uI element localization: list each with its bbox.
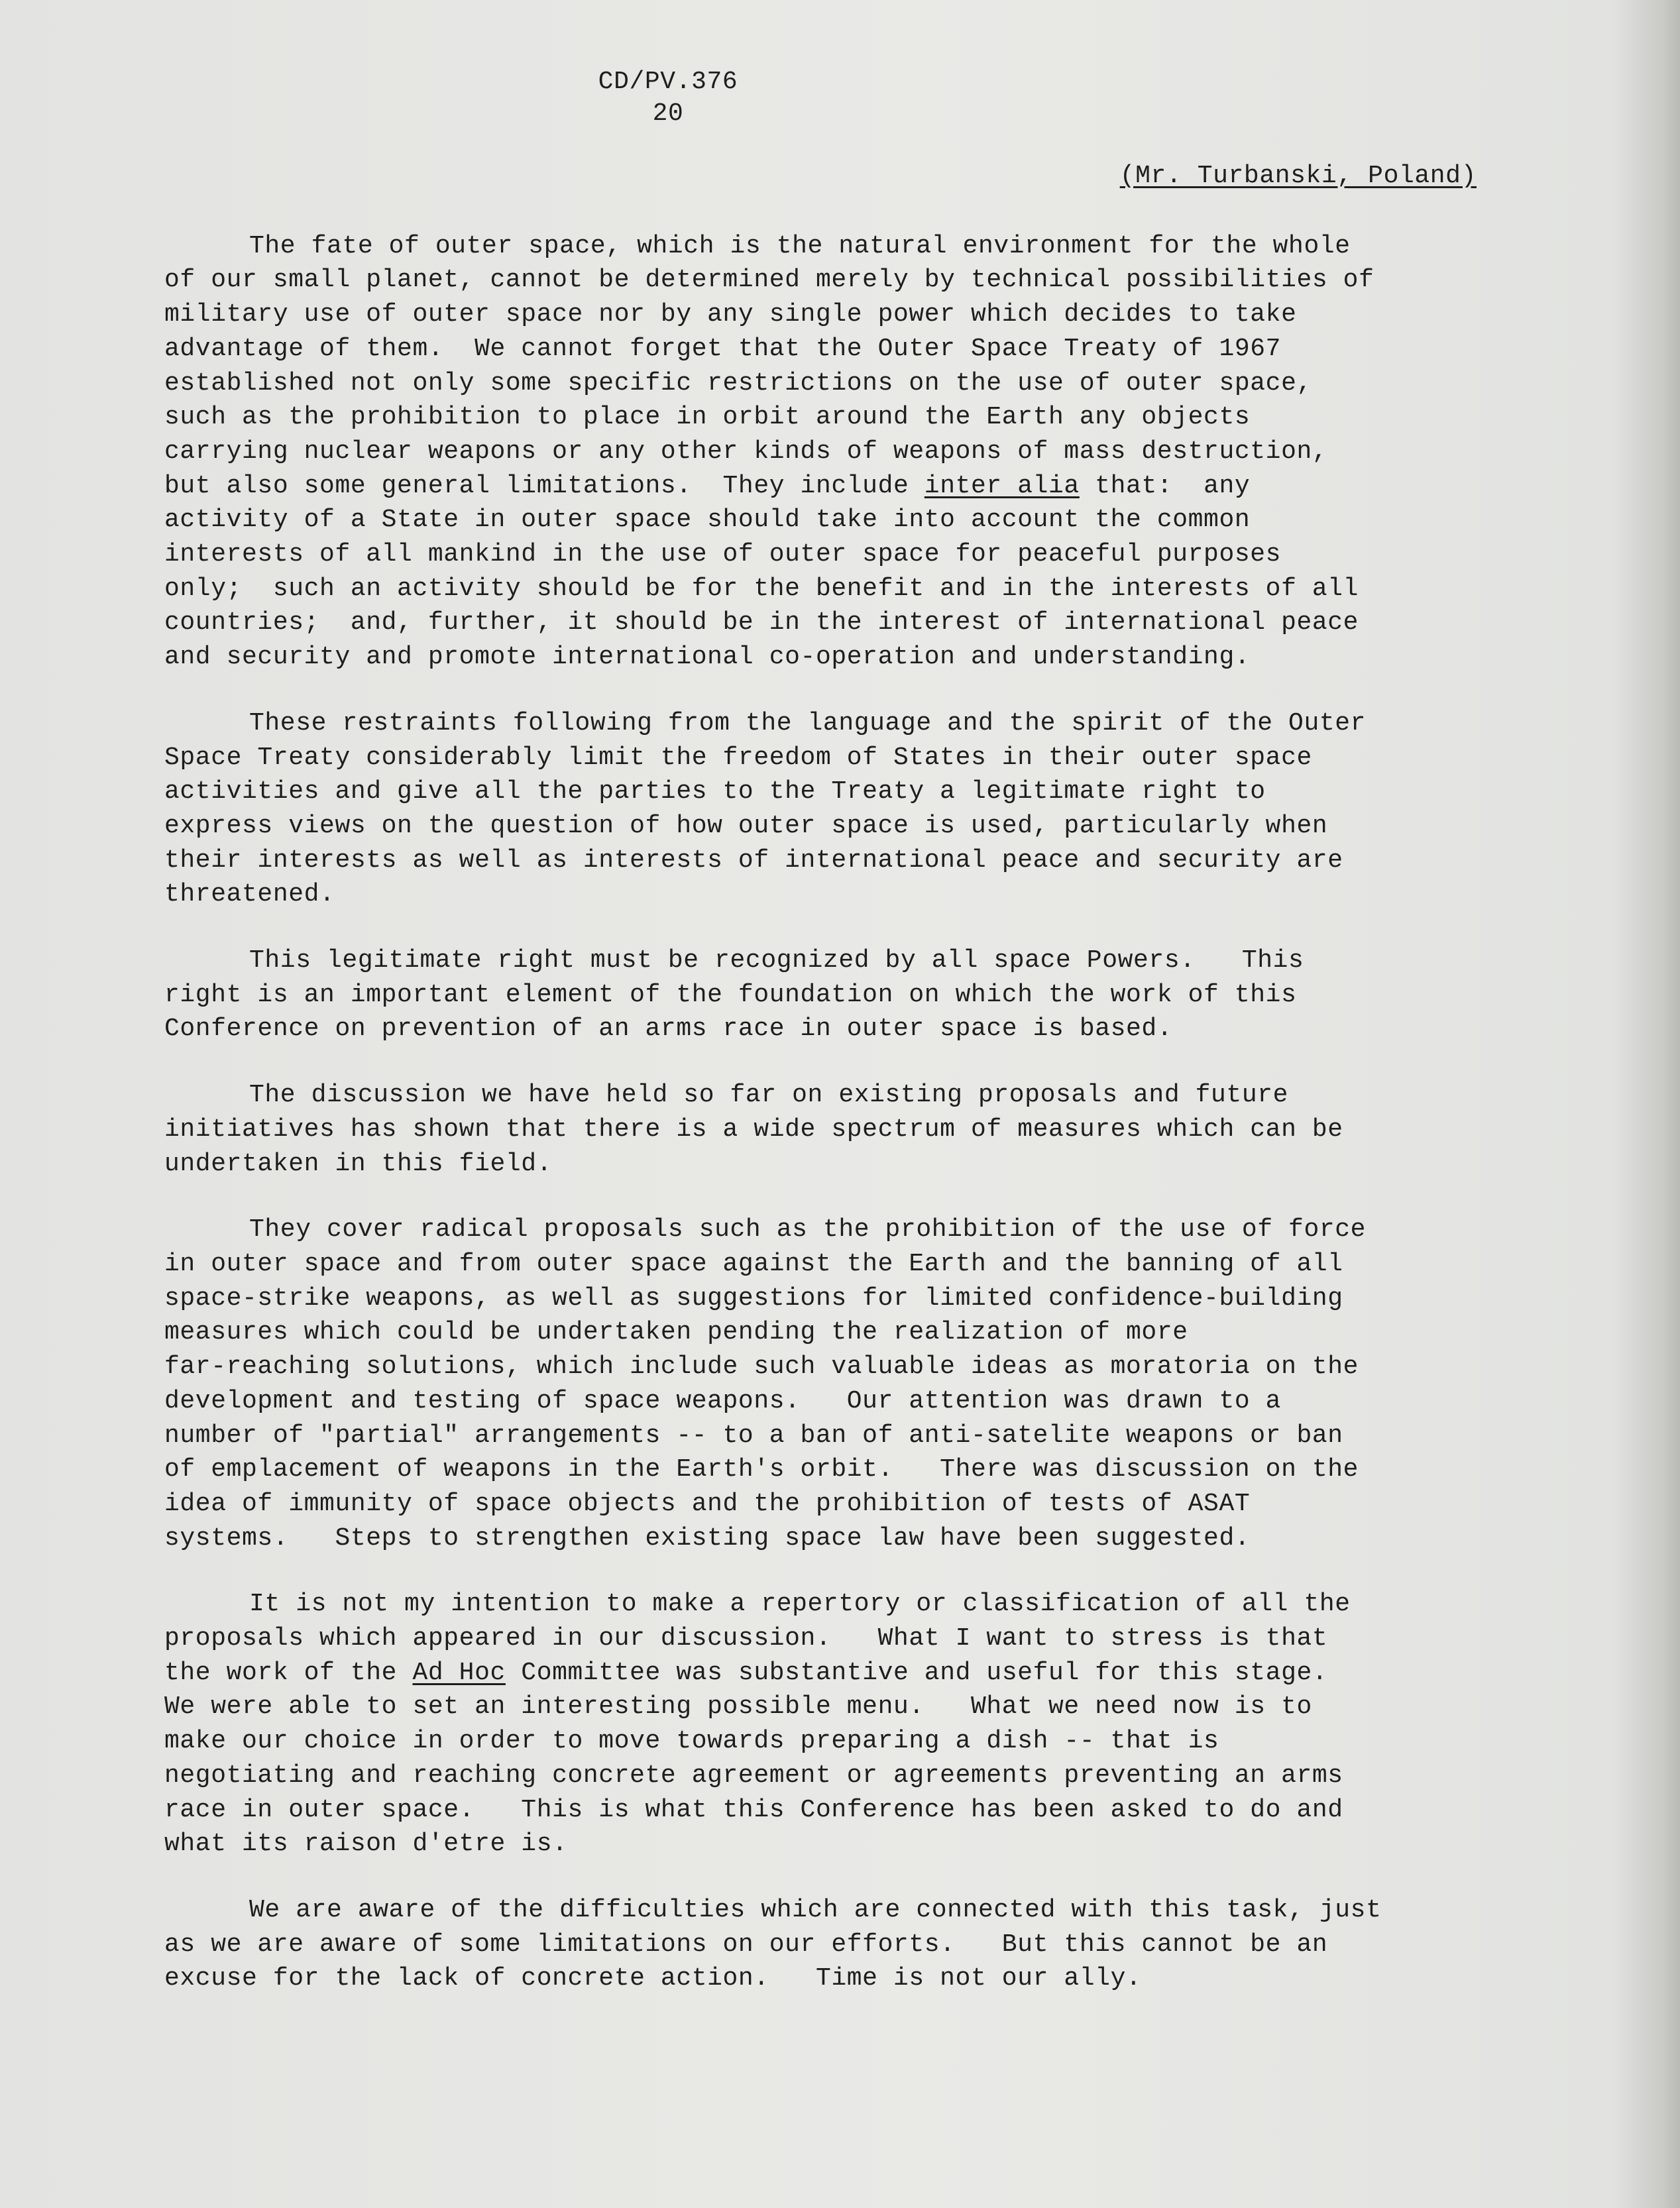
- text-line: race in outer space. This is what this Conference has been asked to do and: [164, 1795, 1343, 1824]
- text-line: carrying nuclear weapons or any other kinds of weapons of mass destruction,: [164, 437, 1328, 466]
- emphasis-ad-hoc: Ad Hoc: [412, 1658, 506, 1687]
- text-line: measures which could be undertaken pending the realization of more: [164, 1318, 1188, 1347]
- text-line: [164, 469, 1490, 504]
- text-segment: but also some general limitations. They include: [164, 471, 924, 500]
- text-line: We were able to set an interesting possible menu. What we need now is to: [164, 1692, 1312, 1722]
- text-line: excuse for the lack of concrete action. Time is not our ally.: [164, 1964, 1142, 1993]
- paragraph-2: [164, 706, 1490, 912]
- text-line: of emplacement of weapons in the Earth's orbit. There was discussion on the: [164, 1455, 1359, 1484]
- document-body: [164, 66, 1490, 1996]
- paragraph-1: [164, 229, 1490, 675]
- text-line: We are aware of the difficulties which are connected with this task, just: [249, 1895, 1382, 1924]
- text-line: activities and give all the parties to the Treaty a legitimate right to: [164, 777, 1266, 806]
- text-line: They cover radical proposals such as the prohibition of the use of force: [249, 1215, 1367, 1244]
- document-code: CD/PV.376: [598, 68, 738, 96]
- text-line: their interests as well as interests of international peace and security are: [164, 846, 1343, 875]
- paragraph-7: [164, 1893, 1490, 1996]
- text-line: express views on the question of how outer space is used, particularly when: [164, 811, 1328, 840]
- paragraph-6: [164, 1587, 1490, 1861]
- emphasis-inter-alia: inter alia: [924, 471, 1080, 500]
- text-line: far-reaching solutions, which include such valuable ideas as moratoria on the: [164, 1352, 1359, 1382]
- text-segment: Committee was substantive and useful for this stage.: [505, 1658, 1328, 1687]
- paragraph-3: [164, 944, 1490, 1046]
- text-line: proposals which appeared in our discussion. What I want to stress is that: [164, 1624, 1328, 1653]
- page-number: 20: [652, 99, 684, 128]
- text-line: and security and promote international co-operation and understanding.: [164, 643, 1251, 672]
- text-line: advantage of them. We cannot forget that the Outer Space Treaty of 1967: [164, 334, 1282, 363]
- text-line: These restraints following from the language and the spirit of the Outer: [249, 708, 1367, 738]
- text-line: number of "partial" arrangements -- to a ban of anti-satelite weapons or ban: [164, 1421, 1343, 1450]
- text-line: interests of all mankind in the use of outer space for peaceful purposes: [164, 540, 1282, 569]
- text-line: established not only some specific restrictions on the use of outer space,: [164, 368, 1312, 398]
- speaker-attribution: [164, 159, 1477, 193]
- text-segment: the work of the: [164, 1658, 413, 1687]
- text-line: It is not my intention to make a repertory or classification of all the: [249, 1590, 1351, 1619]
- text-line: space-strike weapons, as well as suggestions for limited confidence-building: [164, 1284, 1343, 1313]
- text-line: activity of a State in outer space should take into account the common: [164, 506, 1251, 535]
- text-line: in outer space and from outer space against the Earth and the banning of all: [164, 1249, 1343, 1278]
- text-line: systems. Steps to strengthen existing space law have been suggested.: [164, 1523, 1251, 1553]
- text-line: [164, 1656, 1490, 1690]
- paragraph-5: [164, 1213, 1490, 1555]
- text-line: This legitimate right must be recognized by all space Powers. This: [249, 946, 1304, 975]
- text-line: countries; and, further, it should be in the interest of international peace: [164, 608, 1359, 637]
- text-line: such as the prohibition to place in orbit around the Earth any objects: [164, 403, 1251, 432]
- text-line: make our choice in order to move towards preparing a dish -- that is: [164, 1727, 1219, 1756]
- text-line: The discussion we have held so far on existing proposals and future: [249, 1081, 1289, 1110]
- text-line: only; such an activity should be for the benefit and in the interests of all: [164, 574, 1359, 603]
- text-line: undertaken in this field.: [164, 1149, 553, 1178]
- text-line: development and testing of space weapons. Our attention was drawn to a: [164, 1386, 1282, 1415]
- text-line: what its raison d'etre is.: [164, 1830, 568, 1859]
- text-line: initiatives has shown that there is a wide spectrum of measures which can be: [164, 1115, 1343, 1144]
- text-line: as we are aware of some limitations on our efforts. But this cannot be an: [164, 1930, 1328, 1959]
- text-segment: that: any: [1079, 471, 1251, 500]
- speaker-name: (Mr. Turbanski, Poland): [1119, 162, 1477, 190]
- text-line: of our small planet, cannot be determined merely by technical possibilities of: [164, 266, 1374, 295]
- text-line: Space Treaty considerably limit the freedom of States in their outer space: [164, 743, 1312, 772]
- page-header: [164, 66, 1172, 130]
- text-line: right is an important element of the foundation on which the work of this: [164, 980, 1297, 1009]
- text-line: negotiating and reaching concrete agreement or agreements preventing an arms: [164, 1761, 1343, 1790]
- paragraph-4: [164, 1078, 1490, 1181]
- text-line: threatened.: [164, 880, 335, 909]
- text-line: military use of outer space nor by any single power which decides to take: [164, 300, 1297, 329]
- text-line: Conference on prevention of an arms race in outer space is based.: [164, 1015, 1173, 1044]
- text-line: The fate of outer space, which is the natural environment for the whole: [249, 231, 1351, 260]
- text-line: idea of immunity of space objects and the prohibition of tests of ASAT: [164, 1489, 1251, 1518]
